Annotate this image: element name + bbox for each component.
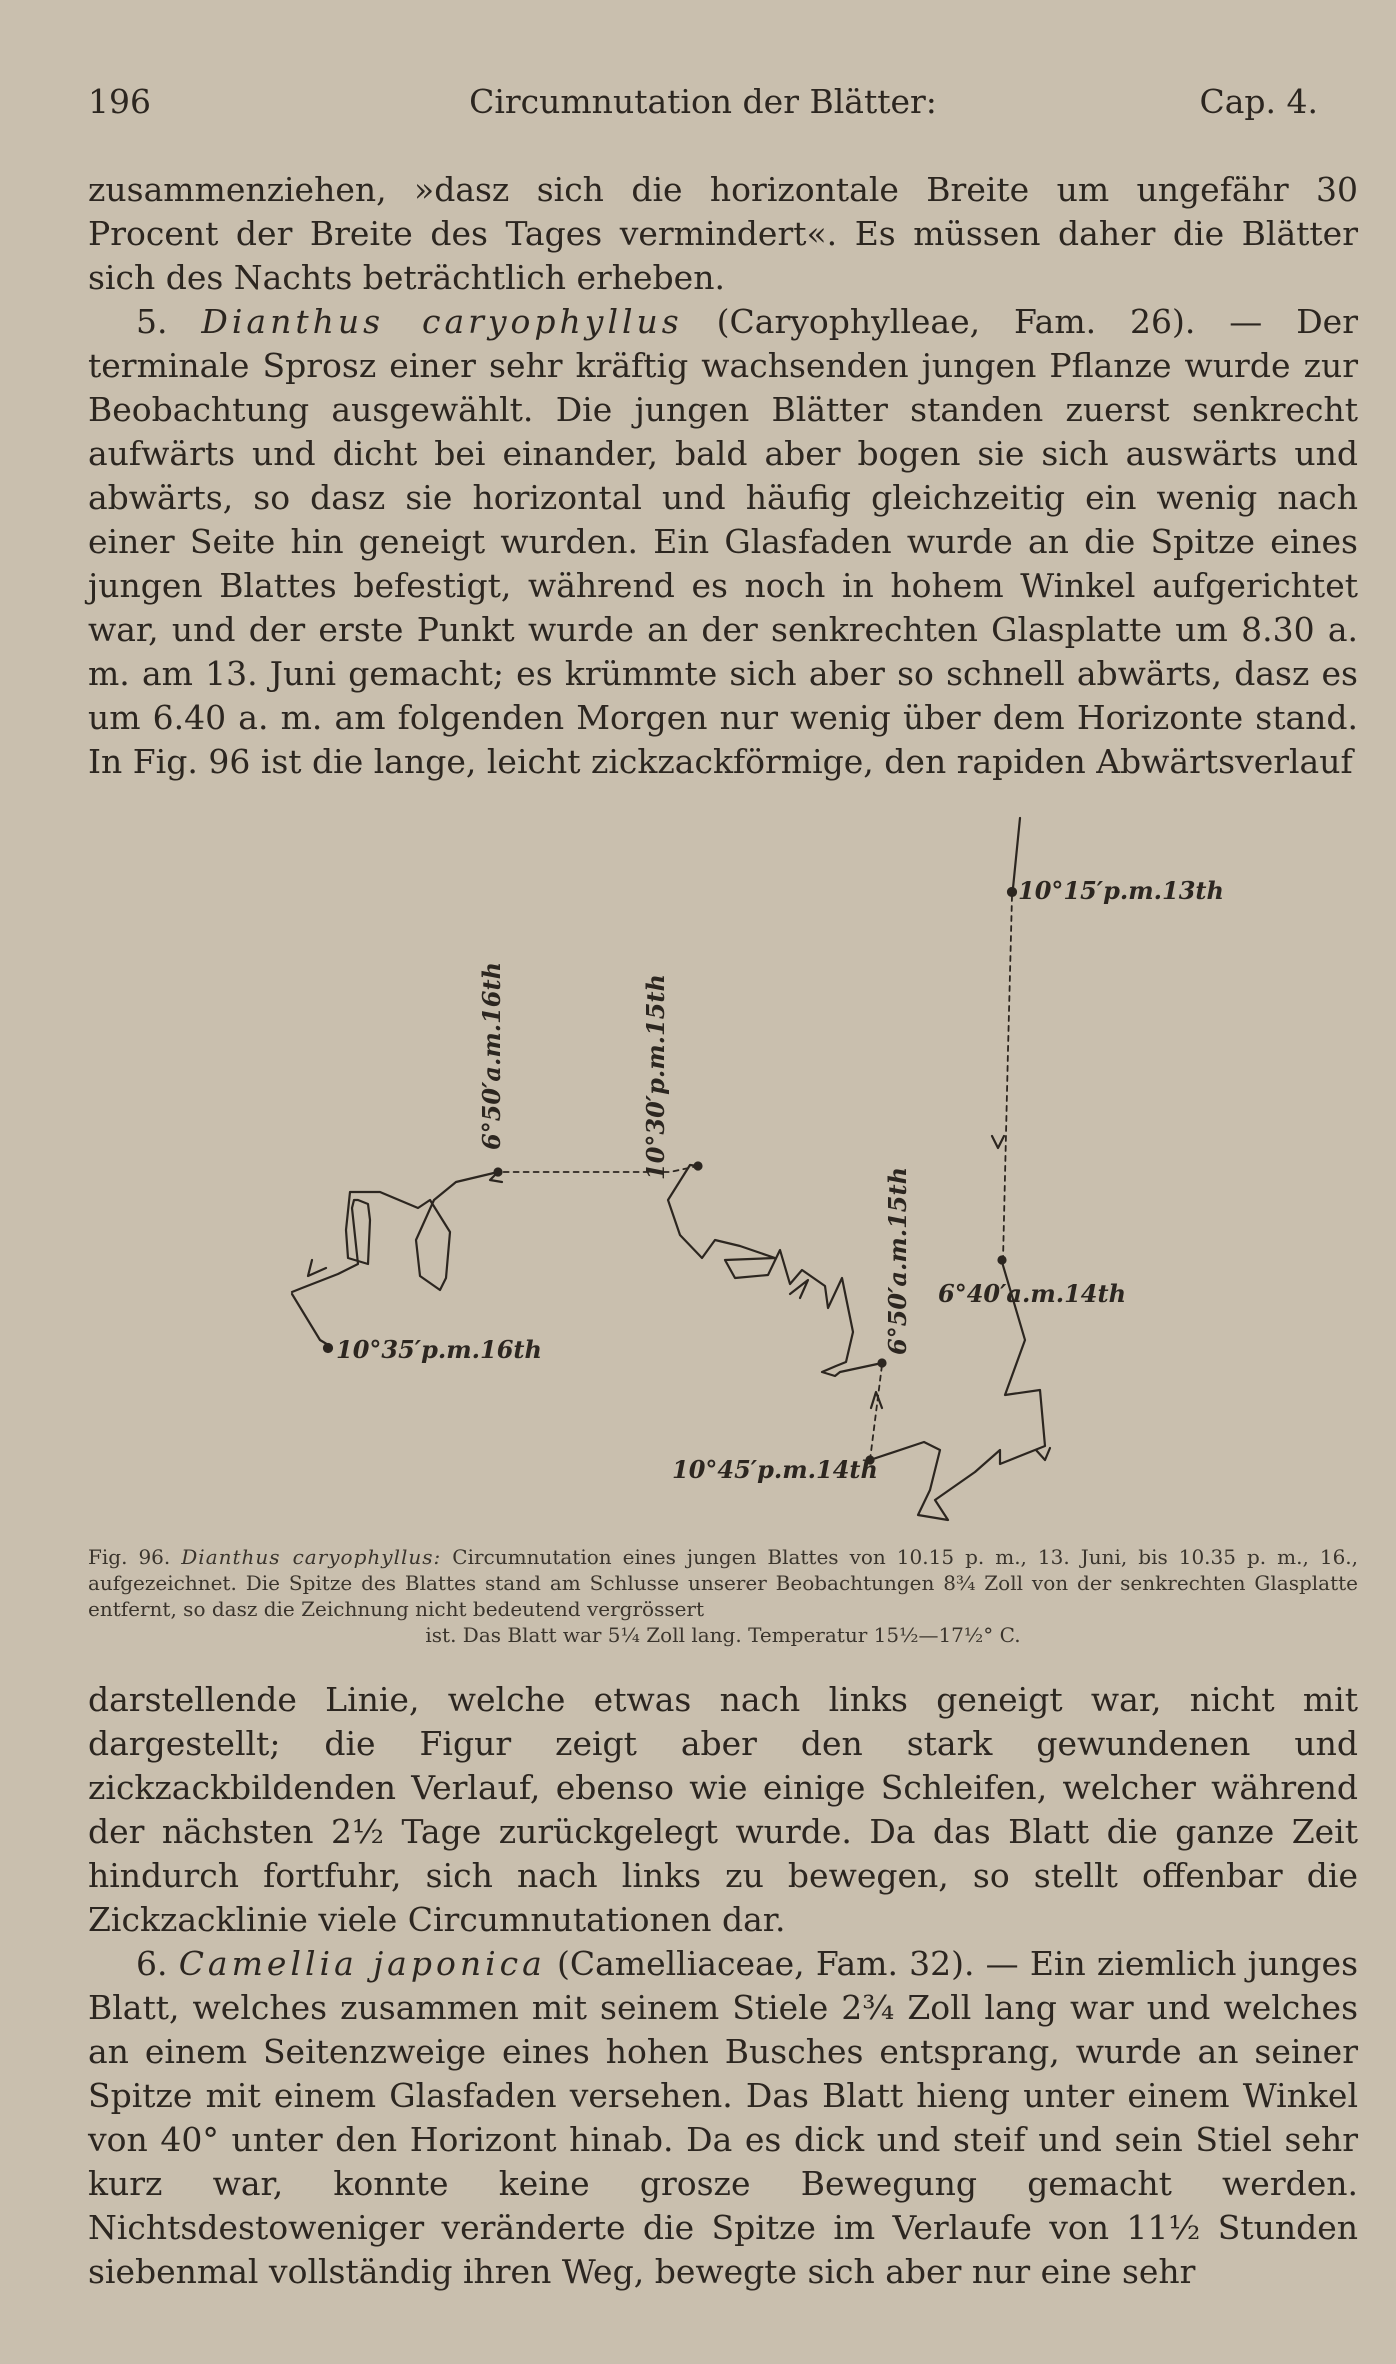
- species-name: Dianthus caryophyllus: [201, 302, 683, 341]
- paragraph-dianthus: [88, 300, 1358, 784]
- trace-loops-left: [292, 1172, 498, 1292]
- paragraph-text: (Camelliaceae, Fam. 32). — Ein ziemlich junges Blatt, welches zusammen mit seinem Stiele 2¾ Zoll lang war und welches an einem Seitenzweige eines hohen Busches entsprang, wurde an seiner Spitze mit einem Glasfaden versehen. Das Blatt hieng unter einem Winkel von 40° unter den Horizont hinab. Da es dick und steif und sein Stiel sehr kurz war, konnte keine grosze Bewegung gemacht werden. Nichtsdestoweniger veränderte die Spitze im Verlaufe von 11½ Stunden siebenmal vollständig ihren Weg, bewegte sich aber nur eine sehr: [88, 1944, 1359, 2291]
- trace-dot: [324, 1344, 332, 1352]
- section-number: 6.: [136, 1944, 168, 1983]
- caption-figure-number: Fig. 96.: [88, 1545, 171, 1569]
- trace-dashed-descent: [1003, 896, 1012, 1260]
- caption-body: [88, 1544, 1358, 1622]
- time-label-10-45-pm-14: 10°45′p.m.14th: [672, 1455, 878, 1484]
- time-label-10-30-pm-15: 10°30′p.m.15th: [641, 974, 670, 1180]
- paragraph: zusammenziehen, »dasz sich die horizontale Breite um ungefähr 30 Procent der Breite des Tages vermindert«. Es müssen daher die Blätter sich des Nachts beträchtlich erheben.: [88, 170, 1358, 297]
- section-number: 5.: [136, 302, 168, 341]
- species-name: Camellia japonica: [178, 1944, 546, 1983]
- trace-end: [292, 1294, 330, 1346]
- trace-dashed-link: [870, 1365, 882, 1460]
- figure-caption: [88, 1544, 1358, 1648]
- time-label-10-15-pm-13: 10°15′p.m.13th: [1018, 876, 1224, 905]
- caption-last-line: ist. Das Blatt war 5¼ Zoll lang. Temperatur 15½—17½° C.: [425, 1623, 1021, 1647]
- chapter-label: Cap. 4.: [1199, 82, 1318, 121]
- paragraph-text: (Caryophylleae, Fam. 26). — Der terminale Sprosz einer sehr kräftig wachsenden jungen Pflanze wurde zur Beobachtung ausgewählt. Die jungen Blätter standen zuerst senkrecht aufwärts und dicht bei einander, bald aber bogen sie sich auswärts und abwärts, so dasz sie horizontal und häufig gleichzeitig ein wenig nach einer Seite hin geneigt wurden. Ein Glasfaden wurde an die Spitze eines jungen Blattes befestigt, während es noch in hohem Winkel aufgerichtet war, und der erste Punkt wurde an der senkrechten Glasplatte um 8.30 a. m. am 13. Juni gemacht; es krümmte sich aber so schnell abwärts, dasz es um 6.40 a. m. am folgenden Morgen nur wenig über dem Horizonte stand. In Fig. 96 ist die lange, leicht zickzackförmige, den rapiden Abwärtsverlauf: [88, 302, 1358, 781]
- page-header: [88, 82, 1318, 132]
- trace-zigzag-middle: [668, 1165, 882, 1376]
- time-label-6-50-am-15: 6°50′a.m.15th: [883, 1166, 912, 1355]
- running-title: Circumnutation der Blätter:: [469, 82, 937, 121]
- arrow: [308, 1260, 326, 1276]
- caption-species: Dianthus caryophyllus:: [181, 1545, 442, 1569]
- top-text: [88, 168, 1358, 784]
- arrow: [790, 1280, 808, 1298]
- time-label-10-35-pm-16: 10°35′p.m.16th: [336, 1335, 542, 1364]
- caption-text: Circumnutation eines jungen Blattes von 10.15 p. m., 13. Juni, bis 10.35 p. m., 16., aufgezeichnet. Die Spitze des Blattes stand am Schlusse unserer Beobachtungen 8¾ Zoll von der senkrechten Glasplatte entfernt, so dasz die Zeichnung nicht bedeutend vergrössert: [88, 1545, 1359, 1621]
- page-number: 196: [88, 82, 151, 121]
- paragraph-camellia: [88, 1942, 1358, 2294]
- trace-dot: [1008, 888, 1016, 896]
- time-label-6-40-am-14: 6°40′a.m.14th: [938, 1279, 1127, 1308]
- circumnutation-diagram: [230, 800, 1224, 1540]
- arrow: [992, 1136, 1004, 1148]
- time-label-6-50-am-16: 6°50′a.m.16th: [477, 961, 506, 1150]
- paragraph: darstellende Linie, welche etwas nach links geneigt war, nicht mit dargestellt; die Figur zeigt aber den stark gewundenen und zickzackbildenden Verlauf, ebenso wie einige Schleifen, welcher während der nächsten 2½ Tage zurückgelegt wurde. Da das Blatt die ganze Zeit hindurch fortfuhr, sich nach links zu bewegen, so stellt offenbar die Zickzacklinie viele Circumnutationen dar.: [88, 1680, 1358, 1939]
- bottom-text: [88, 1678, 1358, 2294]
- figure-96: [230, 800, 1224, 1540]
